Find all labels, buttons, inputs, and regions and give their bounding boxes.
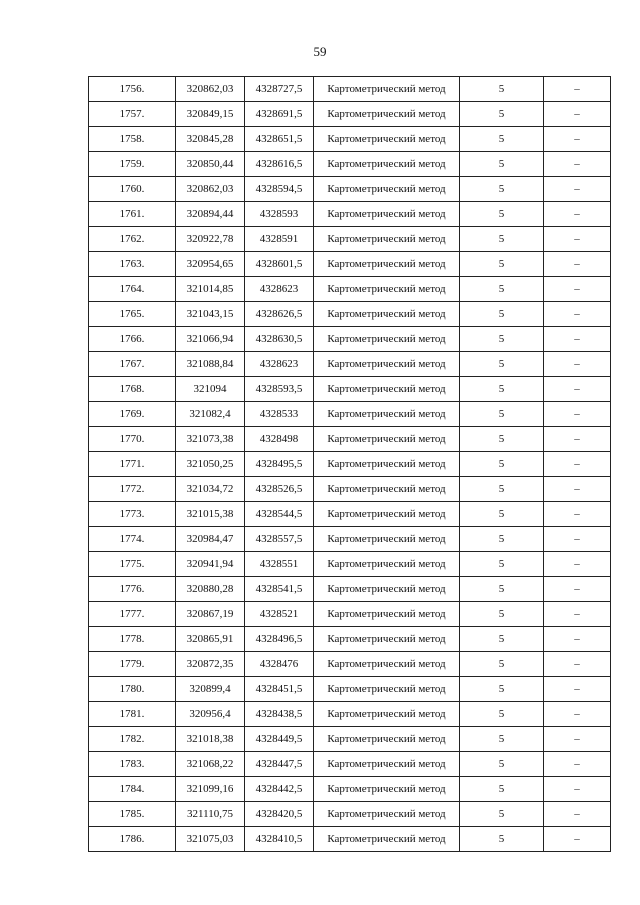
y-coordinate-cell: 4328630,5 — [245, 327, 314, 352]
note-cell: – — [544, 652, 611, 677]
method-cell: Картометрический метод — [314, 527, 460, 552]
table-row — [89, 502, 611, 527]
accuracy-cell: 5 — [460, 477, 544, 502]
y-coordinate-cell: 4328442,5 — [245, 777, 314, 802]
x-coordinate-cell: 321050,25 — [176, 452, 245, 477]
point-number-cell: 1783. — [89, 752, 176, 777]
x-coordinate-cell: 321043,15 — [176, 302, 245, 327]
point-number-cell: 1764. — [89, 277, 176, 302]
x-coordinate-cell: 320867,19 — [176, 602, 245, 627]
point-number-cell: 1756. — [89, 77, 176, 102]
table-row — [89, 752, 611, 777]
accuracy-cell: 5 — [460, 577, 544, 602]
method-cell: Картометрический метод — [314, 352, 460, 377]
note-cell: – — [544, 452, 611, 477]
table-row — [89, 477, 611, 502]
method-cell: Картометрический метод — [314, 377, 460, 402]
method-cell: Картометрический метод — [314, 402, 460, 427]
note-cell: – — [544, 277, 611, 302]
table-row — [89, 302, 611, 327]
method-cell: Картометрический метод — [314, 227, 460, 252]
method-cell: Картометрический метод — [314, 327, 460, 352]
y-coordinate-cell: 4328498 — [245, 427, 314, 452]
accuracy-cell: 5 — [460, 227, 544, 252]
accuracy-cell: 5 — [460, 552, 544, 577]
note-cell: – — [544, 152, 611, 177]
table-row — [89, 552, 611, 577]
accuracy-cell: 5 — [460, 777, 544, 802]
x-coordinate-cell: 320984,47 — [176, 527, 245, 552]
table-row — [89, 127, 611, 152]
x-coordinate-cell: 321075,03 — [176, 827, 245, 852]
table-row — [89, 377, 611, 402]
x-coordinate-cell: 320849,15 — [176, 102, 245, 127]
point-number-cell: 1758. — [89, 127, 176, 152]
point-number-cell: 1782. — [89, 727, 176, 752]
table-row — [89, 802, 611, 827]
note-cell: – — [544, 827, 611, 852]
x-coordinate-cell: 320954,65 — [176, 252, 245, 277]
x-coordinate-cell: 321073,38 — [176, 427, 245, 452]
point-number-cell: 1773. — [89, 502, 176, 527]
y-coordinate-cell: 4328623 — [245, 277, 314, 302]
method-cell: Картометрический метод — [314, 252, 460, 277]
method-cell: Картометрический метод — [314, 152, 460, 177]
note-cell: – — [544, 677, 611, 702]
y-coordinate-cell: 4328496,5 — [245, 627, 314, 652]
accuracy-cell: 5 — [460, 627, 544, 652]
point-number-cell: 1770. — [89, 427, 176, 452]
point-number-cell: 1765. — [89, 302, 176, 327]
table-row — [89, 602, 611, 627]
note-cell: – — [544, 202, 611, 227]
table-row — [89, 452, 611, 477]
y-coordinate-cell: 4328533 — [245, 402, 314, 427]
method-cell: Картометрический метод — [314, 602, 460, 627]
y-coordinate-cell: 4328601,5 — [245, 252, 314, 277]
x-coordinate-cell: 321068,22 — [176, 752, 245, 777]
note-cell: – — [544, 527, 611, 552]
table-row — [89, 77, 611, 102]
table-row — [89, 402, 611, 427]
point-number-cell: 1784. — [89, 777, 176, 802]
note-cell: – — [544, 602, 611, 627]
y-coordinate-cell: 4328420,5 — [245, 802, 314, 827]
accuracy-cell: 5 — [460, 252, 544, 277]
accuracy-cell: 5 — [460, 152, 544, 177]
point-number-cell: 1786. — [89, 827, 176, 852]
y-coordinate-cell: 4328449,5 — [245, 727, 314, 752]
method-cell: Картометрический метод — [314, 427, 460, 452]
x-coordinate-cell: 320865,91 — [176, 627, 245, 652]
method-cell: Картометрический метод — [314, 702, 460, 727]
table-row — [89, 627, 611, 652]
point-number-cell: 1759. — [89, 152, 176, 177]
table-row — [89, 702, 611, 727]
point-number-cell: 1775. — [89, 552, 176, 577]
note-cell: – — [544, 727, 611, 752]
method-cell: Картометрический метод — [314, 752, 460, 777]
method-cell: Картометрический метод — [314, 452, 460, 477]
x-coordinate-cell: 320899,4 — [176, 677, 245, 702]
table-row — [89, 577, 611, 602]
x-coordinate-cell: 320922,78 — [176, 227, 245, 252]
accuracy-cell: 5 — [460, 102, 544, 127]
note-cell: – — [544, 702, 611, 727]
x-coordinate-cell: 321034,72 — [176, 477, 245, 502]
y-coordinate-cell: 4328544,5 — [245, 502, 314, 527]
method-cell: Картометрический метод — [314, 127, 460, 152]
point-number-cell: 1769. — [89, 402, 176, 427]
y-coordinate-cell: 4328691,5 — [245, 102, 314, 127]
y-coordinate-cell: 4328476 — [245, 652, 314, 677]
y-coordinate-cell: 4328651,5 — [245, 127, 314, 152]
point-number-cell: 1763. — [89, 252, 176, 277]
note-cell: – — [544, 77, 611, 102]
accuracy-cell: 5 — [460, 327, 544, 352]
x-coordinate-cell: 321014,85 — [176, 277, 245, 302]
y-coordinate-cell: 4328623 — [245, 352, 314, 377]
x-coordinate-cell: 320862,03 — [176, 177, 245, 202]
accuracy-cell: 5 — [460, 352, 544, 377]
note-cell: – — [544, 102, 611, 127]
note-cell: – — [544, 777, 611, 802]
point-number-cell: 1785. — [89, 802, 176, 827]
y-coordinate-cell: 4328591 — [245, 227, 314, 252]
y-coordinate-cell: 4328541,5 — [245, 577, 314, 602]
accuracy-cell: 5 — [460, 702, 544, 727]
method-cell: Картометрический метод — [314, 77, 460, 102]
x-coordinate-cell: 320956,4 — [176, 702, 245, 727]
x-coordinate-cell: 321099,16 — [176, 777, 245, 802]
x-coordinate-cell: 321018,38 — [176, 727, 245, 752]
x-coordinate-cell: 320845,28 — [176, 127, 245, 152]
table-row — [89, 202, 611, 227]
note-cell: – — [544, 227, 611, 252]
note-cell: – — [544, 327, 611, 352]
method-cell: Картометрический метод — [314, 777, 460, 802]
y-coordinate-cell: 4328593 — [245, 202, 314, 227]
accuracy-cell: 5 — [460, 277, 544, 302]
y-coordinate-cell: 4328727,5 — [245, 77, 314, 102]
point-number-cell: 1776. — [89, 577, 176, 602]
y-coordinate-cell: 4328447,5 — [245, 752, 314, 777]
method-cell: Картометрический метод — [314, 727, 460, 752]
accuracy-cell: 5 — [460, 652, 544, 677]
accuracy-cell: 5 — [460, 377, 544, 402]
accuracy-cell: 5 — [460, 602, 544, 627]
table-row — [89, 327, 611, 352]
note-cell: – — [544, 252, 611, 277]
accuracy-cell: 5 — [460, 427, 544, 452]
x-coordinate-cell: 320894,44 — [176, 202, 245, 227]
accuracy-cell: 5 — [460, 827, 544, 852]
note-cell: – — [544, 402, 611, 427]
y-coordinate-cell: 4328616,5 — [245, 152, 314, 177]
method-cell: Картометрический метод — [314, 552, 460, 577]
point-number-cell: 1760. — [89, 177, 176, 202]
note-cell: – — [544, 577, 611, 602]
note-cell: – — [544, 127, 611, 152]
table-row — [89, 352, 611, 377]
point-number-cell: 1777. — [89, 602, 176, 627]
x-coordinate-cell: 320872,35 — [176, 652, 245, 677]
method-cell: Картометрический метод — [314, 502, 460, 527]
x-coordinate-cell: 320862,03 — [176, 77, 245, 102]
y-coordinate-cell: 4328593,5 — [245, 377, 314, 402]
point-number-cell: 1774. — [89, 527, 176, 552]
accuracy-cell: 5 — [460, 802, 544, 827]
point-number-cell: 1768. — [89, 377, 176, 402]
table-row — [89, 727, 611, 752]
accuracy-cell: 5 — [460, 77, 544, 102]
accuracy-cell: 5 — [460, 202, 544, 227]
note-cell: – — [544, 427, 611, 452]
y-coordinate-cell: 4328557,5 — [245, 527, 314, 552]
table-row — [89, 777, 611, 802]
table-row — [89, 152, 611, 177]
accuracy-cell: 5 — [460, 177, 544, 202]
x-coordinate-cell: 320941,94 — [176, 552, 245, 577]
table-row — [89, 177, 611, 202]
table-row — [89, 677, 611, 702]
y-coordinate-cell: 4328526,5 — [245, 477, 314, 502]
table-row — [89, 102, 611, 127]
note-cell: – — [544, 627, 611, 652]
note-cell: – — [544, 302, 611, 327]
y-coordinate-cell: 4328451,5 — [245, 677, 314, 702]
table-row — [89, 427, 611, 452]
method-cell: Картометрический метод — [314, 277, 460, 302]
method-cell: Картометрический метод — [314, 677, 460, 702]
method-cell: Картометрический метод — [314, 477, 460, 502]
table-row — [89, 252, 611, 277]
method-cell: Картометрический метод — [314, 202, 460, 227]
table-body — [89, 77, 611, 852]
method-cell: Картометрический метод — [314, 627, 460, 652]
x-coordinate-cell: 321082,4 — [176, 402, 245, 427]
accuracy-cell: 5 — [460, 752, 544, 777]
accuracy-cell: 5 — [460, 502, 544, 527]
point-number-cell: 1762. — [89, 227, 176, 252]
table-row — [89, 827, 611, 852]
method-cell: Картометрический метод — [314, 802, 460, 827]
x-coordinate-cell: 321094 — [176, 377, 245, 402]
note-cell: – — [544, 352, 611, 377]
x-coordinate-cell: 321110,75 — [176, 802, 245, 827]
x-coordinate-cell: 320880,28 — [176, 577, 245, 602]
note-cell: – — [544, 502, 611, 527]
accuracy-cell: 5 — [460, 127, 544, 152]
page-number: 59 — [313, 44, 327, 59]
note-cell: – — [544, 477, 611, 502]
accuracy-cell: 5 — [460, 677, 544, 702]
point-number-cell: 1767. — [89, 352, 176, 377]
point-number-cell: 1761. — [89, 202, 176, 227]
x-coordinate-cell: 320850,44 — [176, 152, 245, 177]
accuracy-cell: 5 — [460, 727, 544, 752]
accuracy-cell: 5 — [460, 527, 544, 552]
table-row — [89, 652, 611, 677]
note-cell: – — [544, 752, 611, 777]
y-coordinate-cell: 4328410,5 — [245, 827, 314, 852]
y-coordinate-cell: 4328626,5 — [245, 302, 314, 327]
method-cell: Картометрический метод — [314, 102, 460, 127]
point-number-cell: 1771. — [89, 452, 176, 477]
method-cell: Картометрический метод — [314, 652, 460, 677]
table-row — [89, 227, 611, 252]
y-coordinate-cell: 4328495,5 — [245, 452, 314, 477]
table-row — [89, 527, 611, 552]
point-number-cell: 1766. — [89, 327, 176, 352]
y-coordinate-cell: 4328551 — [245, 552, 314, 577]
note-cell: – — [544, 177, 611, 202]
coordinates-table — [88, 76, 611, 852]
note-cell: – — [544, 377, 611, 402]
point-number-cell: 1780. — [89, 677, 176, 702]
accuracy-cell: 5 — [460, 402, 544, 427]
x-coordinate-cell: 321066,94 — [176, 327, 245, 352]
x-coordinate-cell: 321088,84 — [176, 352, 245, 377]
accuracy-cell: 5 — [460, 302, 544, 327]
point-number-cell: 1779. — [89, 652, 176, 677]
note-cell: – — [544, 552, 611, 577]
method-cell: Картометрический метод — [314, 577, 460, 602]
point-number-cell: 1772. — [89, 477, 176, 502]
method-cell: Картометрический метод — [314, 302, 460, 327]
point-number-cell: 1778. — [89, 627, 176, 652]
y-coordinate-cell: 4328438,5 — [245, 702, 314, 727]
point-number-cell: 1757. — [89, 102, 176, 127]
accuracy-cell: 5 — [460, 452, 544, 477]
method-cell: Картометрический метод — [314, 827, 460, 852]
note-cell: – — [544, 802, 611, 827]
y-coordinate-cell: 4328594,5 — [245, 177, 314, 202]
method-cell: Картометрический метод — [314, 177, 460, 202]
y-coordinate-cell: 4328521 — [245, 602, 314, 627]
x-coordinate-cell: 321015,38 — [176, 502, 245, 527]
table-row — [89, 277, 611, 302]
point-number-cell: 1781. — [89, 702, 176, 727]
